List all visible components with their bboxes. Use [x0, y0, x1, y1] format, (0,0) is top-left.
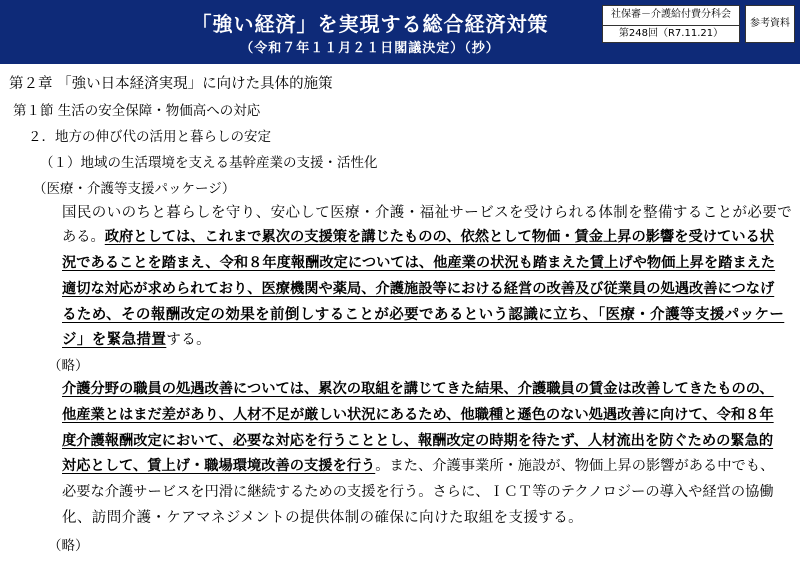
para1-line: 国民のいのちと暮らしを守り、安心して医療・介護・福祉サービスを受けられる体制を整備することが必要で	[62, 205, 793, 221]
para2-emphasis-line: 介護分野の職員の処遇改善については、累次の取組を講じてきた結果、介護職員の賃金は改善してきたものの、	[62, 381, 774, 397]
para2-line: 化、訪問介護・ケアマネジメントの提供体制の確保に向けた取組を支援する。	[62, 510, 584, 526]
para2-line: 必要な介護サービスを円滑に継続するための支援を行う。さらに、ＩＣＴ等のテクノロジーの導入や経営の協働	[62, 484, 774, 500]
meta-committee: 社保審－介護給付費分科会	[603, 6, 739, 26]
para1-line	[62, 226, 774, 246]
para1-line	[62, 328, 211, 349]
para1-text: ある。	[62, 229, 105, 245]
document-subtitle: （令和７年１１月２１日閣議決定）（抄）	[240, 41, 500, 56]
reference-badge: 参考資料	[745, 5, 795, 43]
chapter-heading: 第２章 「強い日本経済実現」に向けた具体的施策	[9, 76, 333, 92]
header-banner	[0, 0, 800, 64]
omitted-marker: （略）	[48, 358, 89, 374]
item-heading: ２．地方の伸び代の活用と暮らしの安定	[28, 129, 271, 145]
meta-session: 第248回（R7.11.21）	[618, 28, 724, 39]
para2-emphasis-line: 他産業とはまだ差があり、人材不足が厳しい状況にあるため、他職種と遜色のない処遇改善に向けて、令和８年	[62, 407, 774, 423]
para1-emphasis-line: 況であることを踏まえ、令和８年度報酬改定については、他産業の状況も踏まえた賃上げや物価上昇を踏まえた	[62, 255, 776, 271]
para2-emphasis-line: 度介護報酬改定において、必要な対応を行うこととし、報酬改定の時期を待たず、人材流出を防ぐための緊急的	[62, 433, 774, 449]
document-title: 「強い経済」を実現する総合経済対策	[191, 12, 549, 36]
para1-emphasis-line: るため、その報酬改定の効果を前倒しすることが必要であるという認識に立ち、「医療・介護等支援パッケー	[62, 307, 785, 323]
para1-text: する。	[166, 332, 212, 348]
meta-info-box	[602, 5, 740, 43]
package-heading: （医療・介護等支援パッケージ）	[33, 181, 236, 197]
omitted-marker: （略）	[48, 538, 89, 554]
para1-emphasis-line: 適切な対応が求められており、医療機関や薬局、介護施設等における経営の改善及び従業員の処遇改善につなげ	[62, 281, 775, 297]
para2-text: 。また、介護事業所・施設が、物価上昇の影響がある中でも、	[375, 458, 775, 474]
para1-emphasis: ジ」を緊急措置	[62, 332, 167, 348]
para1-emphasis: 政府としては、これまで累次の支援策を講じたものの、依然として物価・賃金上昇の影響を受けている状	[104, 229, 774, 245]
section-heading: 第１節 生活の安全保障・物価高への対応	[13, 103, 261, 119]
para2-line	[62, 455, 774, 475]
para2-emphasis: 対応として、賃上げ・職場環境改善の支援を行う	[62, 458, 376, 474]
subitem-heading: （１）地域の生活環境を支える基幹産業の支援・活性化	[40, 155, 378, 171]
